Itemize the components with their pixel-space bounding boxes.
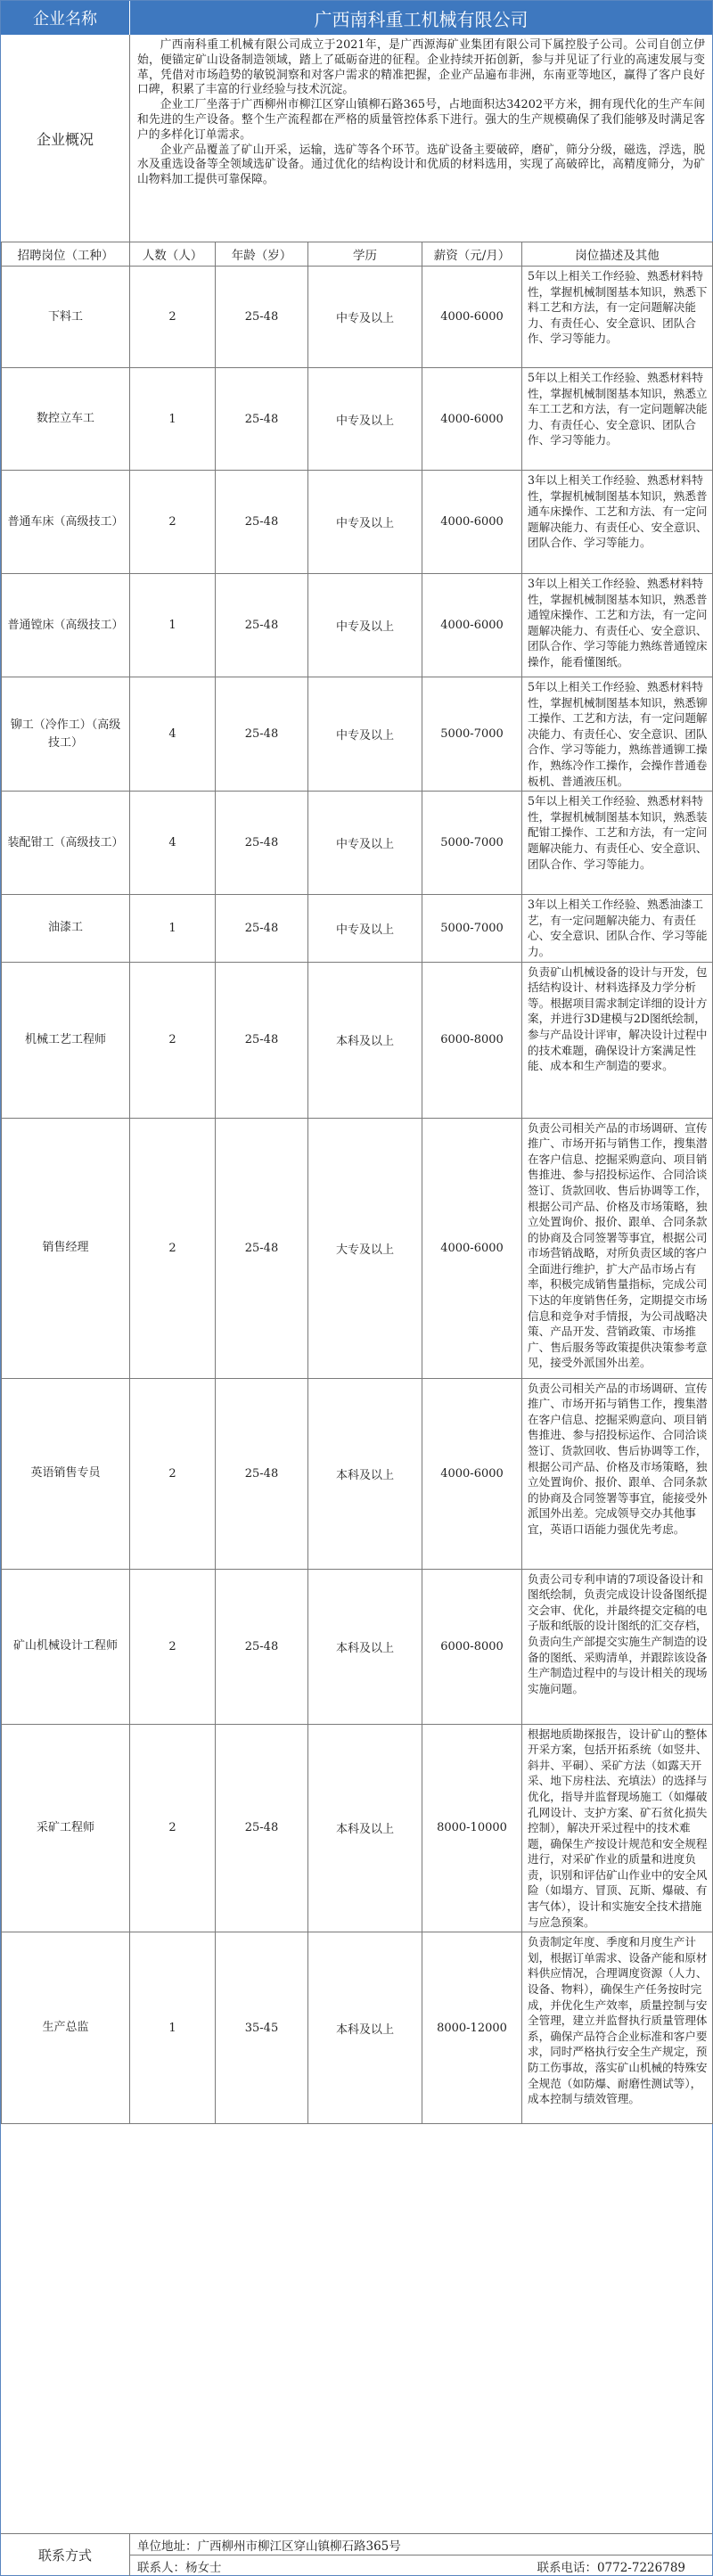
- table-row: [2, 471, 713, 574]
- education-cell: 中专及以上: [308, 471, 422, 574]
- age-cell: 25-48: [216, 368, 308, 471]
- overview-paragraph: 企业产品覆盖了矿山开采，运输，选矿等各个环节。选矿设备主要破碎，磨矿，筛分分级，磁选，浮选，脱水及重选设备等全领域选矿设备。通过优化的结构设计和优质的材料选用，实现了高破碎比，高精度筛分，为矿山物料加工提供可靠保障。: [137, 143, 705, 187]
- education-cell: 大专及以上: [308, 1118, 422, 1378]
- salary-cell: 4000-6000: [422, 1118, 522, 1378]
- age-cell: 25-48: [216, 1378, 308, 1569]
- count-cell: 2: [130, 1724, 216, 1932]
- count-cell: 1: [130, 1932, 216, 2124]
- position-cell: 装配钳工（高级技工）: [2, 792, 130, 895]
- table-row: [2, 677, 713, 792]
- salary-cell: 5000-7000: [422, 677, 522, 792]
- position-cell: 生产总监: [2, 1932, 130, 2124]
- position-cell: 下料工: [2, 267, 130, 368]
- education-cell: 中专及以上: [308, 267, 422, 368]
- position-cell: 数控立车工: [2, 368, 130, 471]
- table-row: [2, 895, 713, 962]
- salary-cell: 6000-8000: [422, 1569, 522, 1724]
- salary-cell: 4000-6000: [422, 574, 522, 677]
- company-overview: [1, 35, 712, 242]
- count-cell: 4: [130, 677, 216, 792]
- position-cell: 采矿工程师: [2, 1724, 130, 1932]
- education-cell: 本科及以上: [308, 1724, 422, 1932]
- description-cell: 5年以上相关工作经验、熟悉材料特性，掌握机械制图基本知识，熟悉装配钳工操作、工艺和方法，有一定问题解决能力、有责任心、安全意识、团队合作、学习等能力。: [522, 792, 713, 895]
- contact-body: [130, 2534, 712, 2576]
- description-cell: 负责矿山机械设备的设计与开发，包括结构设计、材料选择及力学分析等。根据项目需求制定详细的设计方案，并进行3D建模与2D图纸绘制，参与产品设计评审，解决设计过程中的技术难题，确保设计方案满足性能、成本和生产制造的要求。: [522, 962, 713, 1118]
- age-cell: 25-48: [216, 962, 308, 1118]
- description-cell: 负责公司相关产品的市场调研、宣传推广、市场开拓与销售工作，搜集潜在客户信息、挖掘采购意向、项目销售推进、参与招投标运作、合同洽谈签订、货款回收、售后协调等工作，根据公司产品、价格及市场策略，独立处置询价、报价、跟单、合同条款的协商及合同签署等事宜，根据公司市场营销战略，对所负责区域的客户全面进行维护，扩大产品市场占有率，积极完成销售量指标，完成公司下达的年度销售任务，定期提交市场信息和竞争对手情报，为公司战略决策、产品开发、营销政策、市场推广、售后服务等政策提供决策参考意见，接受外派国外出差。: [522, 1118, 713, 1378]
- header-age: 年龄（岁）: [216, 242, 308, 267]
- contact-person: 联系人：杨女士: [137, 2560, 222, 2575]
- table-row: [2, 962, 713, 1118]
- education-cell: 本科及以上: [308, 1569, 422, 1724]
- count-cell: 4: [130, 792, 216, 895]
- description-cell: 5年以上相关工作经验、熟悉材料特性，掌握机械制图基本知识，熟悉下料工艺和方法，有一定问题解决能力、有责任心、安全意识、团队合作、学习等能力。: [522, 267, 713, 368]
- education-cell: 本科及以上: [308, 1932, 422, 2124]
- overview-text: [130, 35, 712, 242]
- age-cell: 25-48: [216, 895, 308, 962]
- position-cell: 机械工艺工程师: [2, 962, 130, 1118]
- description-cell: 负责公司相关产品的市场调研、宣传推广、市场开拓与销售工作，搜集潜在客户信息、挖掘采购意向、项目销售推进、参与招投标运作、合同洽谈签订、货款回收、售后协调等工作，根据公司产品、价格及市场策略，独立处置询价、报价、跟单、合同条款的协商及合同签署等事宜，能接受外派国外出差。完成领导交办其他事宜，英语口语能力强优先考虑。: [522, 1378, 713, 1569]
- position-cell: 英语销售专员: [2, 1378, 130, 1569]
- education-cell: 本科及以上: [308, 1378, 422, 1569]
- age-cell: 25-48: [216, 792, 308, 895]
- contact-section: [1, 2533, 712, 2576]
- salary-cell: 4000-6000: [422, 368, 522, 471]
- position-cell: 铆工（冷作工）（高级技工）: [2, 677, 130, 792]
- description-cell: 3年以上相关工作经验、熟悉材料特性，掌握机械制图基本知识，熟悉普通车床操作、工艺和方法、有一定问题解决能力、有责任心、安全意识、团队合作、学习等能力。: [522, 471, 713, 574]
- position-cell: 矿山机械设计工程师: [2, 1569, 130, 1724]
- salary-cell: 4000-6000: [422, 1378, 522, 1569]
- description-cell: 根据地质勘探报告，设计矿山的整体开采方案，包括开拓系统（如竖井、斜井、平硐）、采矿方法（如露天开采、地下房柱法、充填法）的选择与优化，指导并监督现场施工（如爆破孔网设计、支护方案、矿石贫化损失控制），解决开采过程中的技术难题，确保生产按设计规范和安全规程进行，对采矿作业的质量和进度负责，识别和评估矿山作业中的安全风险（如塌方、冒顶、瓦斯、爆破、有害气体），设计和实施安全技术措施与应急预案。: [522, 1724, 713, 1932]
- age-cell: 25-48: [216, 1118, 308, 1378]
- header-salary: 薪资（元/月）: [422, 242, 522, 267]
- company-name-label: 企业名称: [1, 1, 130, 35]
- header-education: 学历: [308, 242, 422, 267]
- description-cell: 5年以上相关工作经验、熟悉材料特性，掌握机械制图基本知识，熟悉立车工工艺和方法，有一定问题解决能力、有责任心、安全意识、团队合作、学习等能力。: [522, 368, 713, 471]
- age-cell: 25-48: [216, 1724, 308, 1932]
- jobs-table-body: [2, 267, 713, 2124]
- overview-paragraph: 广西南科重工机械有限公司成立于2021年，是广西源海矿业集团有限公司下属控股子公司。公司自创立伊始，便锚定矿山设备制造领域，踏上了砥砺奋进的征程。企业持续开拓创新，参与并见证了行业的高速发展与变革，凭借对市场趋势的敏锐洞察和对客户需求的精准把握，企业产品遍布非洲，东南亚等地区，赢得了客户良好口碑，积累了丰富的行业经验与技术沉淀。: [137, 38, 705, 97]
- description-cell: 3年以上相关工作经验、熟悉材料特性，掌握机械制图基本知识，熟悉普通镗床操作、工艺和方法，有一定问题解决能力、有责任心、安全意识、团队合作、学习等能力熟练普通镗床操作，能看懂图纸。: [522, 574, 713, 677]
- jobs-table: [1, 242, 713, 2124]
- education-cell: 本科及以上: [308, 962, 422, 1118]
- salary-cell: 8000-12000: [422, 1932, 522, 2124]
- overview-paragraph: 企业工厂坐落于广西柳州市柳江区穿山镇柳石路365号，占地面积达34202平方米，拥有现代化的生产车间和先进的生产设备。整个生产流程都在严格的质量管控体系下进行。强大的生产规模确保了我们能够及时满足客户的多样化订单需求。: [137, 98, 705, 142]
- count-cell: 2: [130, 267, 216, 368]
- table-row: [2, 792, 713, 895]
- position-cell: 油漆工: [2, 895, 130, 962]
- header-description: 岗位描述及其他: [522, 242, 713, 267]
- salary-cell: 5000-7000: [422, 895, 522, 962]
- table-row: [2, 1118, 713, 1378]
- count-cell: 1: [130, 368, 216, 471]
- count-cell: 1: [130, 895, 216, 962]
- position-cell: 普通车床（高级技工）: [2, 471, 130, 574]
- count-cell: 2: [130, 1118, 216, 1378]
- header-row: [1, 1, 712, 35]
- contact-label: 联系方式: [1, 2534, 130, 2576]
- table-row: [2, 1569, 713, 1724]
- education-cell: 中专及以上: [308, 677, 422, 792]
- age-cell: 25-48: [216, 1569, 308, 1724]
- salary-cell: 4000-6000: [422, 267, 522, 368]
- description-cell: 负责公司专利申请的7项设备设计和图纸绘制，负责完成设计设备图纸提交会审、优化，并最终提交定稿的电子版和纸版的设计图纸的汇交存档，负责向生产部提交实施生产制造的设备的图纸、采购清单，并跟踪该设备生产制造过程中的与设计相关的现场实施问题。: [522, 1569, 713, 1724]
- contact-person-row: [130, 2555, 712, 2576]
- education-cell: 中专及以上: [308, 368, 422, 471]
- count-cell: 2: [130, 1569, 216, 1724]
- salary-cell: 6000-8000: [422, 962, 522, 1118]
- description-cell: 负责制定年度、季度和月度生产计划，根据订单需求、设备产能和原材料供应情况，合理调度资源（人力、设备、物料），确保生产任务按时完成，并优化生产效率，质量控制与安全管理，建立并监督执行质量管理体系，确保产品符合企业标准和客户要求，同时严格执行安全生产规定，预防工伤事故，落实矿山机械的特殊安全规范（如防爆、耐磨性测试等），成本控制与绩效管理。: [522, 1932, 713, 2124]
- table-row: [2, 368, 713, 471]
- contact-phone: 联系电话：0772-7226789: [537, 2560, 685, 2575]
- count-cell: 2: [130, 1378, 216, 1569]
- position-cell: 销售经理: [2, 1118, 130, 1378]
- age-cell: 25-48: [216, 471, 308, 574]
- table-row: [2, 574, 713, 677]
- table-row: [2, 1724, 713, 1932]
- age-cell: 25-48: [216, 677, 308, 792]
- overview-label: 企业概况: [1, 35, 130, 242]
- count-cell: 1: [130, 574, 216, 677]
- table-row: [2, 267, 713, 368]
- table-row: [2, 1378, 713, 1569]
- salary-cell: 5000-7000: [422, 792, 522, 895]
- salary-cell: 8000-10000: [422, 1724, 522, 1932]
- salary-cell: 4000-6000: [422, 471, 522, 574]
- description-cell: 5年以上相关工作经验、熟悉材料特性，掌握机械制图基本知识，熟悉铆工操作、工艺和方法，有一定问题解决能力、有责任心、安全意识、团队合作、学习等能力，熟练普通铆工操作，熟练冷作工操作，会操作普通卷板机、普通液压机。: [522, 677, 713, 792]
- table-row: [2, 1932, 713, 2124]
- description-cell: 3年以上相关工作经验、熟悉油漆工艺，有一定问题解决能力、有责任心、安全意识、团队合作、学习等能力。: [522, 895, 713, 962]
- education-cell: 中专及以上: [308, 895, 422, 962]
- count-cell: 2: [130, 962, 216, 1118]
- count-cell: 2: [130, 471, 216, 574]
- company-name: 广西南科重工机械有限公司: [314, 8, 529, 30]
- age-cell: 35-45: [216, 1932, 308, 2124]
- header-count: 人数（人）: [130, 242, 216, 267]
- age-cell: 25-48: [216, 267, 308, 368]
- age-cell: 25-48: [216, 574, 308, 677]
- header-position: 招聘岗位（工种）: [2, 242, 130, 267]
- table-header-row: [2, 242, 713, 267]
- education-cell: 中专及以上: [308, 574, 422, 677]
- position-cell: 普通镗床（高级技工）: [2, 574, 130, 677]
- education-cell: 中专及以上: [308, 792, 422, 895]
- contact-address: 单位地址：广西柳州市柳江区穿山镇柳石路365号: [130, 2534, 712, 2555]
